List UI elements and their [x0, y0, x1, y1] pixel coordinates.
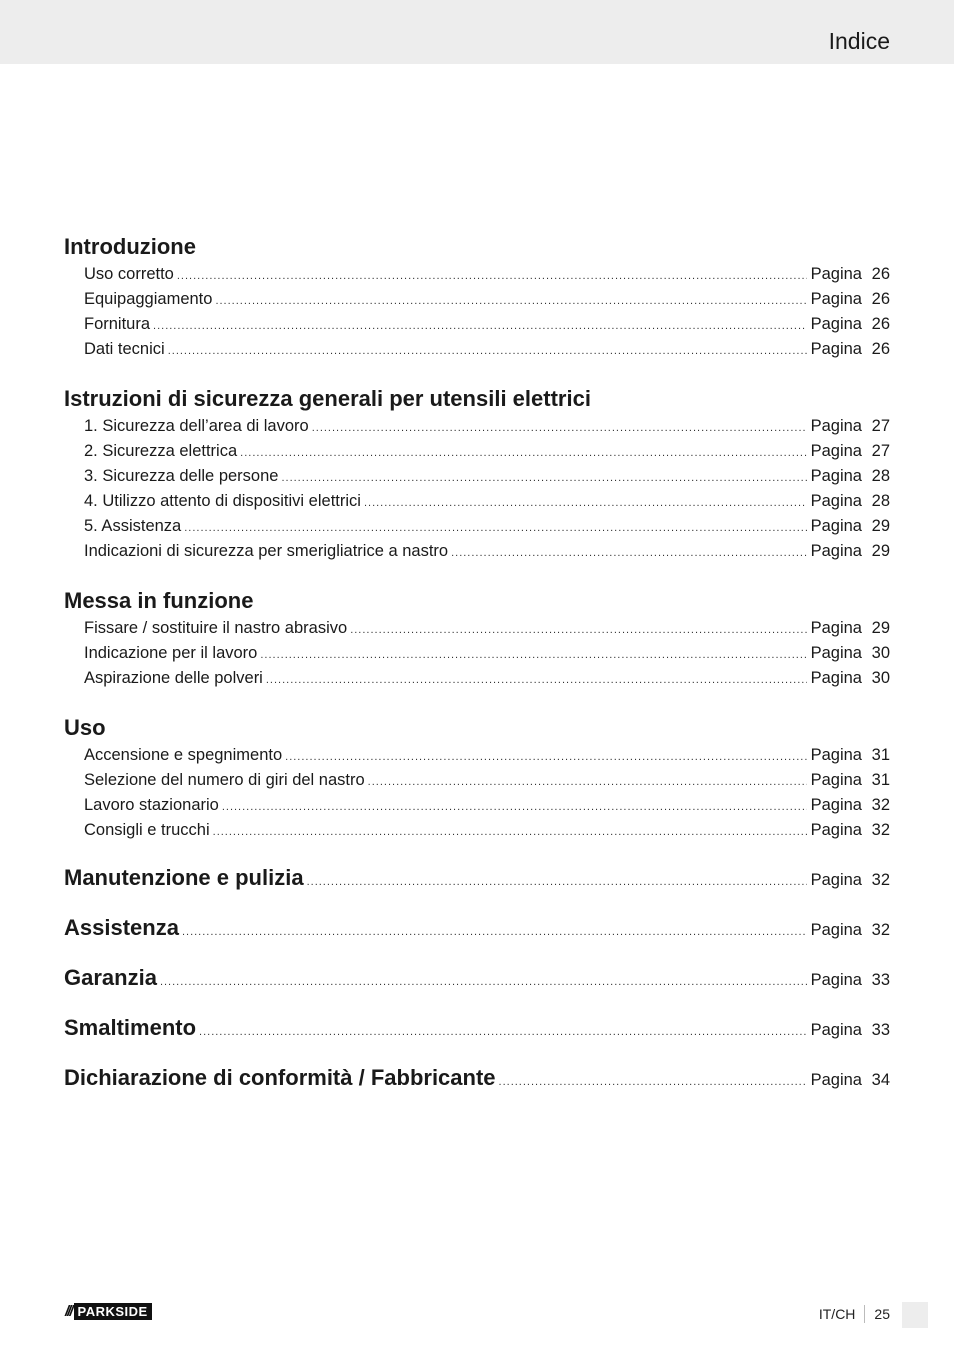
toc-entry[interactable]: [64, 793, 890, 818]
toc-entry-label: Equipaggiamento: [84, 290, 213, 308]
toc-entry-label: 4. Utilizzo attento di dispositivi elettrici: [84, 492, 361, 510]
page-word: Pagina: [810, 619, 862, 637]
toc-entry-label: Selezione del numero di giri del nastro: [84, 771, 365, 789]
page-number: 32: [871, 821, 890, 839]
page-word: Pagina: [810, 492, 862, 510]
page-word: Pagina: [810, 1071, 862, 1089]
page-number: 32: [871, 871, 890, 889]
page-title: Indice: [828, 28, 890, 54]
page-word: Pagina: [810, 796, 862, 814]
page-edge-tab: [902, 1302, 928, 1328]
page-number: 26: [871, 315, 890, 333]
toc-entry-label: 1. Sicurezza dell’area di lavoro: [84, 417, 309, 435]
section-heading: Smaltimento: [64, 1015, 197, 1040]
toc-entry[interactable]: [64, 666, 890, 691]
page-word: Pagina: [810, 517, 862, 535]
toc-section-entry[interactable]: [64, 963, 890, 993]
page-word: Pagina: [810, 315, 862, 333]
page-number: 29: [871, 517, 890, 535]
section-spacer: [64, 691, 890, 713]
dot-leader: [222, 795, 807, 820]
page-word: Pagina: [810, 290, 862, 308]
toc-entry[interactable]: [64, 641, 890, 666]
page-number: 33: [871, 971, 890, 989]
page-footer: [819, 1305, 890, 1323]
toc-entry-label: Consigli e trucchi: [84, 821, 210, 839]
toc-section-entry[interactable]: [64, 863, 890, 893]
section-heading: Dichiarazione di conformità / Fabbricante: [64, 1065, 496, 1090]
page-number: 32: [871, 796, 890, 814]
page-word: Pagina: [810, 771, 862, 789]
page-number: 29: [871, 619, 890, 637]
toc-entry[interactable]: [64, 439, 890, 464]
section-heading: Messa in funzione: [64, 588, 254, 613]
dot-leader: [168, 339, 807, 364]
toc-section-entry[interactable]: [64, 913, 890, 943]
section-spacer: [64, 564, 890, 586]
logo-slashes: ///: [65, 1303, 72, 1320]
section-heading: Assistenza: [64, 915, 179, 940]
page-number: 28: [871, 467, 890, 485]
toc-entry-label: Indicazioni di sicurezza per smerigliatrice a nastro: [84, 542, 449, 560]
page-word: Pagina: [810, 746, 862, 764]
page-number: 26: [871, 290, 890, 308]
toc-entry-label: Accensione e spegnimento: [84, 746, 283, 764]
toc-entry-label: Fornitura: [84, 315, 151, 333]
section-heading: Garanzia: [64, 965, 157, 990]
page-number: 29: [871, 542, 890, 560]
page-word: Pagina: [810, 821, 862, 839]
dot-leader: [312, 416, 807, 441]
dot-leader: [177, 264, 807, 289]
page-number: 26: [871, 340, 890, 358]
dot-leader: [307, 867, 807, 897]
section-spacer: [64, 362, 890, 384]
page-number: 26: [871, 265, 890, 283]
table-of-contents: [64, 232, 890, 1093]
dot-leader: [368, 770, 807, 795]
toc-section-entry[interactable]: [64, 1063, 890, 1093]
toc-entry[interactable]: [64, 287, 890, 312]
toc-entry-label: 2. Sicurezza elettrica: [84, 442, 238, 460]
page-number: 30: [871, 644, 890, 662]
dot-leader: [182, 917, 807, 947]
toc-entry-label: 5. Assistenza: [84, 517, 182, 535]
page-word: Pagina: [810, 542, 862, 560]
page-number: 32: [871, 921, 890, 939]
dot-leader: [215, 289, 806, 314]
page-word: Pagina: [810, 644, 862, 662]
dot-leader: [350, 618, 806, 643]
dot-leader: [451, 541, 807, 566]
dot-leader: [281, 466, 806, 491]
page-word: Pagina: [810, 417, 862, 435]
toc-entry-label: Uso corretto: [84, 265, 174, 283]
header-band: [0, 0, 954, 64]
section-heading: Manutenzione e pulizia: [64, 865, 304, 890]
dot-leader: [260, 643, 806, 668]
dot-leader: [199, 1017, 807, 1047]
parkside-logo: [65, 1303, 152, 1320]
toc-entry-label: Indicazione per il lavoro: [84, 644, 258, 662]
toc-section-entry[interactable]: [64, 1013, 890, 1043]
dot-leader: [160, 967, 807, 997]
toc-entry-label: 3. Sicurezza delle persone: [84, 467, 279, 485]
toc-entry[interactable]: [64, 312, 890, 337]
dot-leader: [184, 516, 806, 541]
toc-entry[interactable]: [64, 616, 890, 641]
toc-entry[interactable]: [64, 464, 890, 489]
toc-entry-label: Fissare / sostituire il nastro abrasivo: [84, 619, 348, 637]
page-number: 27: [871, 442, 890, 460]
section-heading: Uso: [64, 715, 106, 740]
page-number: 28: [871, 492, 890, 510]
toc-entry[interactable]: [64, 262, 890, 287]
toc-entry[interactable]: [64, 337, 890, 362]
logo-wordmark: PARKSIDE: [74, 1303, 152, 1320]
dot-leader: [364, 491, 807, 516]
page-number: 27: [871, 417, 890, 435]
page-word: Pagina: [810, 871, 862, 889]
toc-entry[interactable]: [64, 489, 890, 514]
dot-leader: [153, 314, 807, 339]
dot-leader: [285, 745, 806, 770]
page-number: 34: [871, 1071, 890, 1089]
page-word: Pagina: [810, 265, 862, 283]
footer-divider: [864, 1305, 865, 1323]
page-number-footer: 25: [874, 1306, 890, 1322]
page-word: Pagina: [810, 971, 862, 989]
toc-entry-label: Aspirazione delle polveri: [84, 669, 263, 687]
toc-entry-label: Dati tecnici: [84, 340, 165, 358]
toc-entry[interactable]: [64, 743, 890, 768]
toc-entry[interactable]: [64, 414, 890, 439]
page-word: Pagina: [810, 1021, 862, 1039]
toc-entry-label: Lavoro stazionario: [84, 796, 219, 814]
page-number: 33: [871, 1021, 890, 1039]
dot-leader: [266, 668, 807, 693]
dot-leader: [213, 820, 807, 845]
page-word: Pagina: [810, 442, 862, 460]
page-number: 30: [871, 669, 890, 687]
dot-leader: [499, 1067, 807, 1097]
toc-entry[interactable]: [64, 768, 890, 793]
toc-entry[interactable]: [64, 514, 890, 539]
page-number: 31: [871, 746, 890, 764]
page-word: Pagina: [810, 467, 862, 485]
page-word: Pagina: [810, 340, 862, 358]
locale-label: IT/CH: [818, 1306, 856, 1322]
toc-entry[interactable]: [64, 539, 890, 564]
page-word: Pagina: [810, 921, 862, 939]
page-number: 31: [871, 771, 890, 789]
dot-leader: [240, 441, 806, 466]
section-spacer: [64, 843, 890, 863]
page-word: Pagina: [810, 669, 862, 687]
toc-entry[interactable]: [64, 818, 890, 843]
section-heading: Introduzione: [64, 234, 196, 259]
section-heading: Istruzioni di sicurezza generali per utensili elettrici: [64, 386, 591, 411]
